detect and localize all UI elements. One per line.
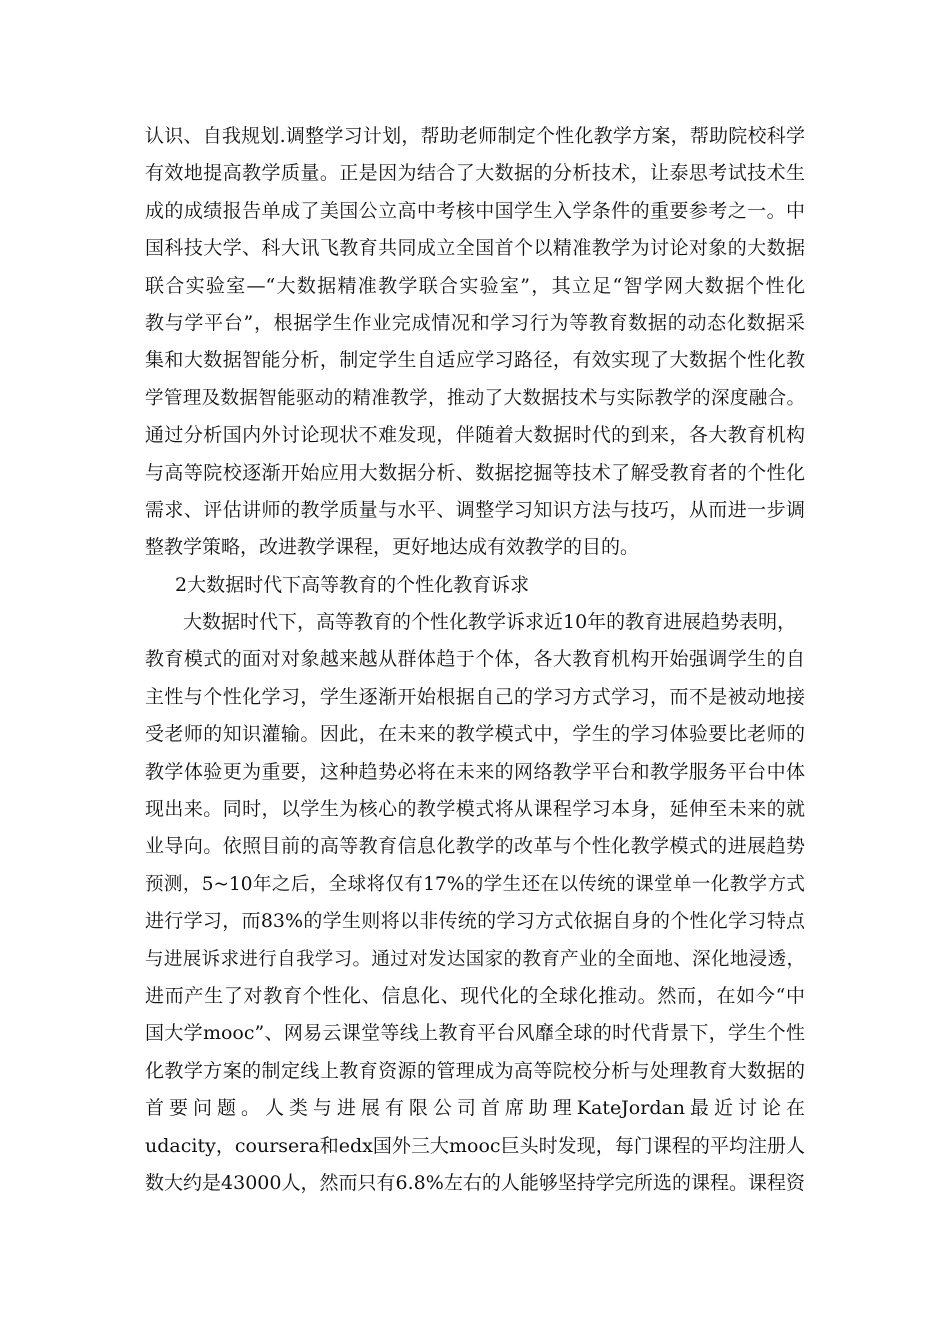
text-line: 整教学策略，改进教学课程，更好地达成有效教学的目的。 (145, 536, 640, 559)
text-line: 与进展诉求进行自我学习。通过对发达国家的教育产业的全面地、深化地浸透， (145, 948, 805, 970)
text-line: 化教学方案的制定线上教育资源的管理成为高等院校分析与处理教育大数据的 (145, 1059, 805, 1082)
text-line: 业导向。依照目前的高等教育信息化教学的改革与个性化教学模式的进展趋势 (145, 835, 805, 858)
text-line: 有效地提高教学质量。正是因为结合了大数据的分析技术，让泰思考试技术生 (145, 162, 805, 185)
text-line: 预测，5~10年之后，全球将仅有17%的学生还在以传统的课堂单一化教学方式 (145, 873, 805, 895)
text-line: 成的成绩报告单成了美国公立高中考核中国学生入学条件的重要参考之一。中 (145, 199, 805, 222)
text-line: 国科技大学、科大讯飞教育共同成立全国首个以精准教学为讨论对象的大数据 (145, 237, 805, 260)
text-line: 进行学习，而83%的学生则将以非传统的学习方式依据自身的个性化学习特点 (145, 910, 805, 933)
text-line: 教学体验更为重要，这种趋势必将在未来的网络教学平台和教学服务平台中体 (145, 760, 805, 783)
text-line: 大数据时代下，高等教育的个性化教学诉求近10年的教育进展趋势表明， (183, 611, 797, 634)
text-line: 主性与个性化学习，学生逐渐开始根据自己的学习方式学习，而不是被动地接 (145, 685, 805, 708)
text-line: 集和大数据智能分析，制定学生自适应学习路径，有效实现了大数据个性化教 (145, 349, 805, 372)
text-line: 通过分析国内外讨论现状不难发现，伴随着大数据时代的到来，各大教育机构 (145, 424, 805, 447)
text-line: 首要问题。人类与进展有限公司首席助理KateJordan最近讨论在 (145, 1097, 805, 1120)
text-line: 受老师的知识灌输。因此，在未来的教学模式中，学生的学习体验要比老师的 (145, 723, 805, 746)
text-line: 教育模式的面对对象越来越从群体趋于个体，各大教育机构开始强调学生的自 (145, 648, 805, 671)
body-text (145, 118, 805, 1202)
text-line: 需求、评估讲师的教学质量与水平、调整学习知识方法与技巧，从而进一步调 (145, 498, 805, 521)
section-heading: 2大数据时代下高等教育的个性化教育诉求 (175, 573, 530, 596)
text-line: 教与学平台”，根据学生作业完成情况和学习行为等教育数据的动态化数据采 (145, 311, 805, 334)
text-line: 进而产生了对教育个性化、信息化、现代化的全球化推动。然而，在如今“中 (145, 984, 805, 1007)
text-line: 国大学mooc”、网易云课堂等线上教育平台风靡全球的时代背景下，学生个性 (145, 1022, 805, 1045)
text-line: 认识、自我规划.调整学习计划，帮助老师制定个性化教学方案，帮助院校科学 (145, 125, 805, 147)
text-line: 联合实验室—“大数据精准教学联合实验室”，其立足“智学网大数据个性化 (145, 274, 805, 297)
text-line: 学管理及数据智能驱动的精准教学，推动了大数据技术与实际教学的深度融合。 (145, 387, 805, 409)
text-line: udacity，coursera和edx国外三大mooc巨头时发现，每门课程的平均注册人 (145, 1134, 805, 1157)
text-line: 与高等院校逐渐开始应用大数据分析、数据挖掘等技术了解受教育者的个性化 (145, 461, 805, 484)
text-line: 数大约是43000人，然而只有6.8%左右的人能够坚持学完所选的课程。课程资 (145, 1171, 805, 1194)
text-line: 现出来。同时，以学生为核心的教学模式将从课程学习本身，延伸至未来的就 (145, 798, 805, 821)
